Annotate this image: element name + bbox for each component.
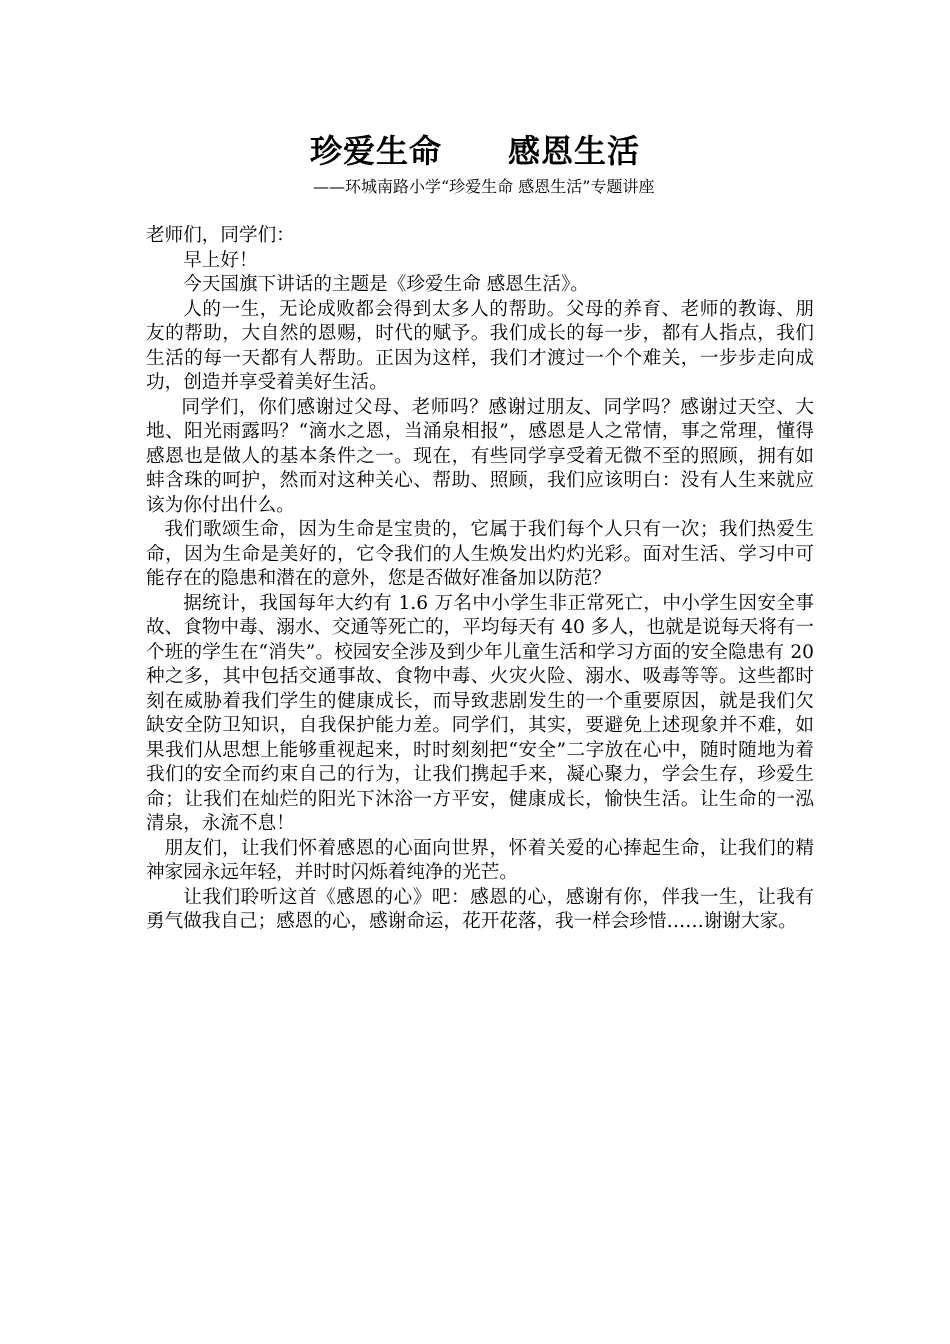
paragraph-topic: 今天国旗下讲话的主题是《珍爱生命 感恩生活》。 [183,274,589,295]
paragraph-statistics: 据统计，我国每年大约有 1.6 万名中小学生非正常死亡，中小学生因安全事故、食物中毒、溺水、交通等死亡的，平均每天有 40 多人，也就是说每天将有一个班的学生在“消失”。校园安全涉及到少年儿童生活和学习方面的安全隐患有 20 种之多，其中包括交通事故、食物中毒、火灾火险、溺水、吸毒等等。这些都时刻在威胁着我们学生的健康成长，而导致悲剧发生的一个重要原因，就是我们欠缺安全防卫知识，自我保护能力差。同学们，其实，要避免上述现象并不难，如果我们从思想上能够重视起来，时时刻刻把“安全”二字放在心中，随时随地为着我们的安全而约束自己的行为，让我们携起手来，凝心聚力，学会生存，珍爱生命；让我们在灿烂的阳光下沐浴一方平安，健康成长，愉快生活。让生命的一泓清泉，永流不息！ [146,592,814,834]
greeting: 早上好！ [183,249,258,271]
paragraph-gratitude: 同学们，你们感谢过父母、老师吗？感谢过朋友、同学吗？感谢过天空、大地、阳光雨露吗？“滴水之恩，当涌泉相报”，感恩是人之常情，事之常理，懂得感恩也是做人的基本条件之一。现在，有些同学享受着无微不至的照顾，拥有如蚌含珠的呵护，然而对这种关心、帮助、照顾，我们应该明白：没有人生来就应该为你付出什么。 [146,396,814,516]
paragraph-friends: 朋友们，让我们怀着感恩的心面向世界，怀着关爱的心捧起生命，让我们的精神家园永远年轻，并时时闪烁着纯净的光芒。 [146,837,814,883]
salutation: 老师们，同学们： [146,225,295,246]
page-title: 珍爱生命 感恩生活 [309,132,640,170]
paragraph-help: 人的一生，无论成败都会得到太多人的帮助。父母的养育、老师的教诲、朋友的帮助，大自然的恩赐，时代的赋予。我们成长的每一步，都有人指点，我们生活的每一天都有人帮助。正因为这样，我们才渡过一个个难关，一步步走向成功，创造并享受着美好生活。 [146,298,814,393]
speech-body [146,224,814,935]
paragraph-closing: 让我们聆听这首《感恩的心》吧：感恩的心，感谢有你，伴我一生，让我有勇气做我自己；感恩的心，感谢命运，花开花落，我一样会珍惜……谢谢大家。 [146,886,814,932]
page-subtitle: ——环城南路小学“珍爱生命 感恩生活”专题讲座 [313,177,655,196]
paragraph-life: 我们歌颂生命，因为生命是宝贵的，它属于我们每个人只有一次；我们热爱生命，因为生命是美好的，它令我们的人生焕发出灼灼光彩。面对生活、学习中可能存在的隐患和潜在的意外，您是否做好准备加以防范？ [146,519,814,589]
